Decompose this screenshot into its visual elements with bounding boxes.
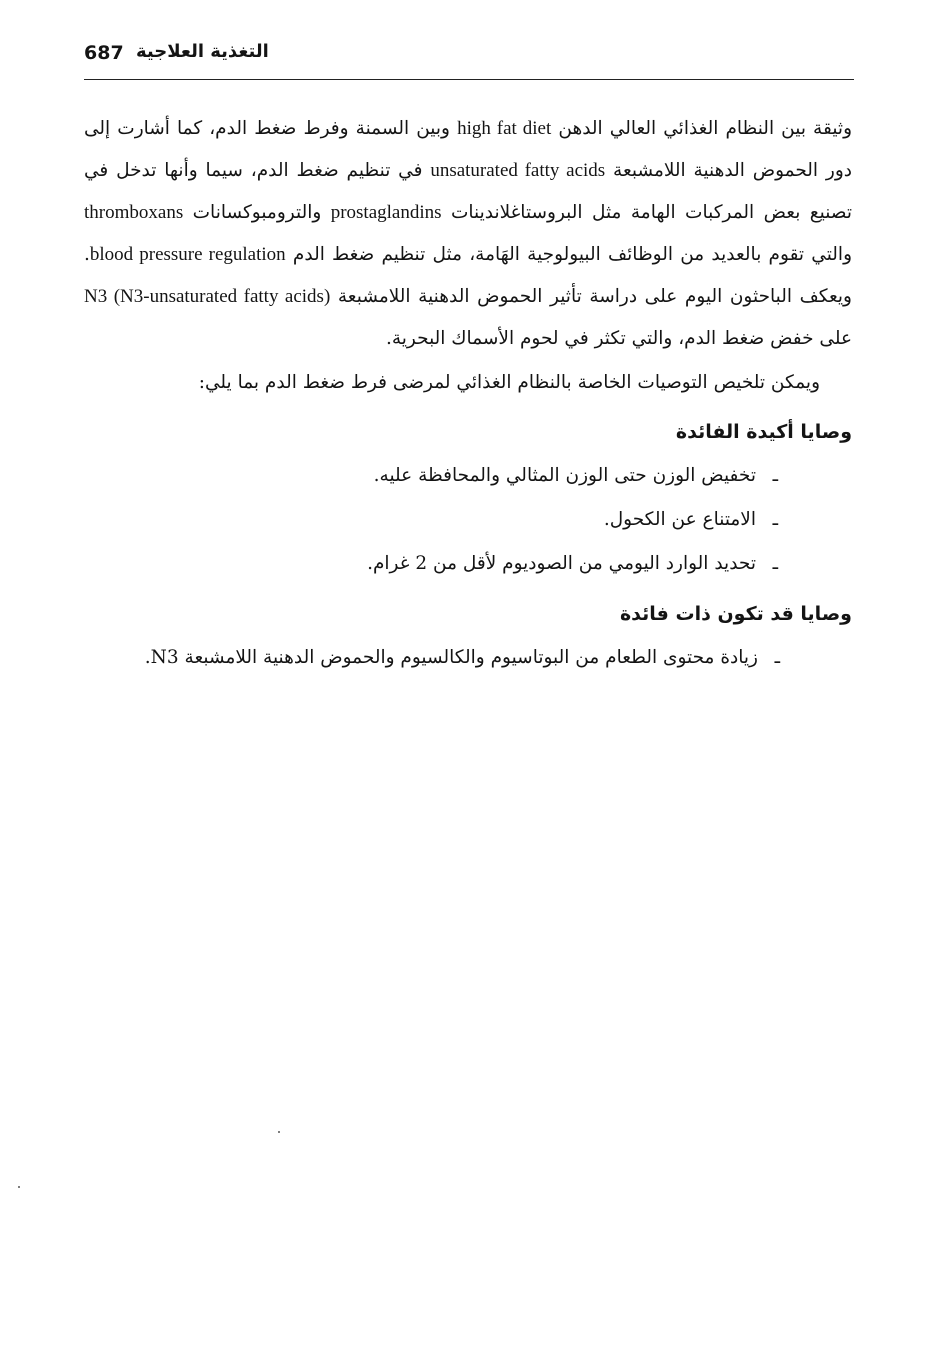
page-number: 687 [84,42,124,64]
scan-speck [278,1131,280,1133]
paragraph-1-segment: وبين السمنة وفرط ضغط الدم، كما أشارت إلى دور الحموض الدهنية اللامشبعة [84,118,853,181]
list-item [84,454,852,498]
paragraph-1-segment: . ويعكف الباحثون اليوم على دراسة تأثير الحموض الدهنية اللامشبعة [84,244,852,307]
running-title: التغذية العلاجية [136,41,269,62]
section-heading-possible-benefit: وصايا قد تكون ذات فائدة [619,603,852,625]
list-item-text: الامتناع عن الكحول. [603,509,756,530]
paragraph-1 [84,108,852,360]
body-text [84,108,852,680]
recommendation-list-certain [84,454,852,586]
list-item-text: تخفيض الوزن حتى الوزن المثالي والمحافظة عليه. [373,465,756,486]
scan-speck [18,1186,20,1188]
page-header [84,40,854,76]
header-divider [84,79,854,80]
paragraph-1-segment: على خفض ضغط الدم، والتي تكثر في لحوم الأسماك البحرية. [385,328,852,349]
english-term: unsaturated fatty acids [430,160,606,181]
paragraph-1-segment: والتي تقوم بالعديد من الوظائف البيولوجية الهَامة، مثل تنظيم ضغط الدم [292,244,852,265]
recommendation-list-possible [84,636,852,680]
english-term: prostaglandins [330,202,442,223]
english-term: N3 (N3-unsaturated fatty acids) [84,286,331,307]
list-item-text: تحديد الوارد اليومي من الصوديوم لأقل من 2 غرام. [367,553,756,574]
list-dash: ـ [772,465,778,486]
paragraph-1-segment: وثيقة بين النظام الغذائي العالي الدهن [558,118,853,139]
list-dash: ـ [772,509,778,530]
english-term: thromboxans [84,202,184,223]
paragraph-1-segment: والترومبوكسانات [192,202,322,223]
paragraph-2: ويمكن تلخيص التوصيات الخاصة بالنظام الغذائي لمرضى فرط ضغط الدم بما يلي: [198,372,820,393]
section-heading-certain-benefit: وصايا أكيدة الفائدة [675,421,852,443]
list-item [84,498,852,542]
list-dash: ـ [772,553,778,574]
list-dash: ـ [774,647,780,668]
paragraph-1-segment: في تنظيم ضغط الدم، سيما وأنها تدخل في تصنيع بعض المركبات الهامة مثل البروستاغلاندينات [84,160,852,223]
list-item [84,636,852,680]
list-item-text: زيادة محتوى الطعام من البوتاسيوم والكالسيوم والحموض الدهنية اللامشبعة N3. [144,647,758,668]
english-term: blood pressure regulation [89,244,286,265]
list-item [84,542,852,586]
english-term: high fat diet [457,118,552,139]
